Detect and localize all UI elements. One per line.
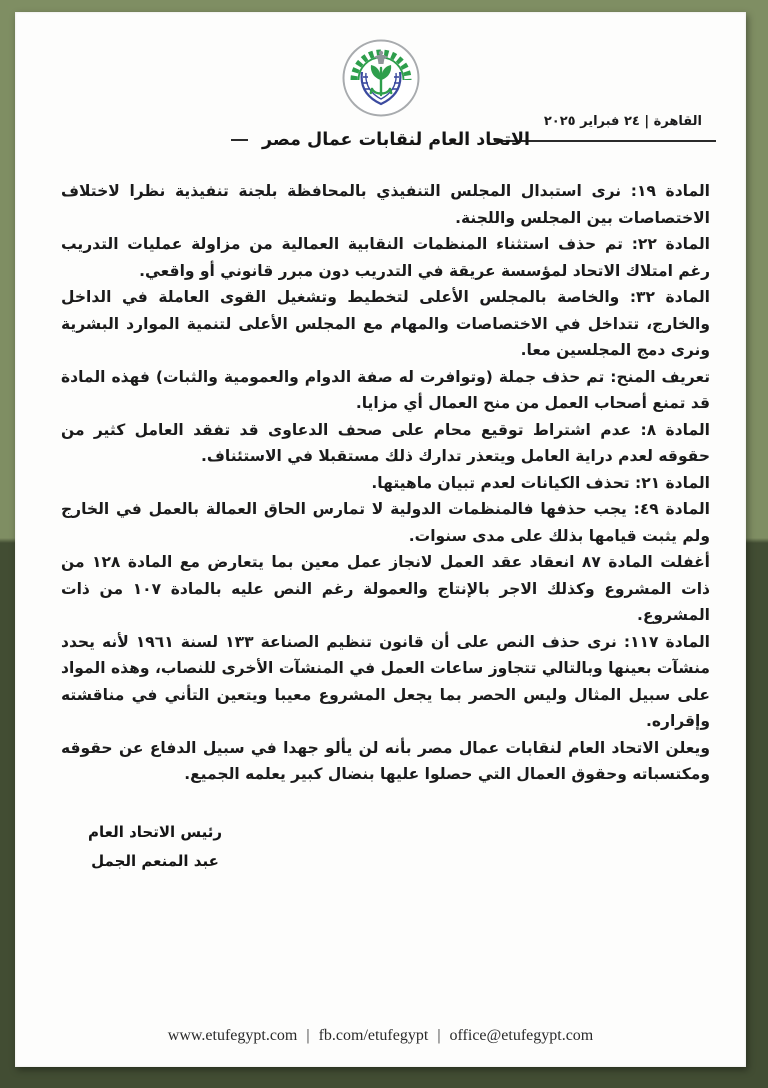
paragraph-article-49 [61,496,710,549]
article-text: أغفلت المادة ٨٧ انعقاد عقد العمل لانجاز عمل معين بما يتعارض مع المادة ١٢٨ من ذات المشروع وكذلك الاجر بالإنتاج والعمولة رغم النص عليه بالمادة ١٠٧ من ذات المشروع. [61,553,710,624]
title-row [15,130,746,150]
article-text: تم حذف جملة (وتوافرت له صفة الدوام والعمومية والثبات) فهذه المادة قد تمنع أصحاب العمل من منح العمال أي مزايا. [61,367,710,412]
article-text: تم حذف استثناء المنظمات النقابية العمالية من مزاولة عمليات التدريب رغم امتلاك الاتحاد لمؤسسة عريقة في التدريب دون مبرر قانوني أو واقعي. [61,235,710,280]
etuf-logo-icon [341,38,421,118]
page-title: الاتحاد العام لنقابات عمال مصر [262,130,530,150]
paragraph-article-117 [61,629,710,735]
article-text: نرى استبدال المجلس التنفيذي بالمحافظة بلجنة تنفيذية نظرا لاختلاف الاختصاصات بين المجلس واللجنة. [61,182,710,227]
paragraph-article-8 [61,417,710,470]
footer-website: www.etufegypt.com [167,1027,298,1044]
article-label: المادة ٣٢: [629,288,710,306]
etuf-emblem-svg [341,38,421,118]
paragraph-article-19 [61,178,710,231]
article-label: المادة ٨: [640,420,710,439]
article-label: المادة ٤٩: [633,500,710,518]
paragraph-closing [61,735,710,788]
article-label: المادة ١١٧: [623,632,711,651]
paragraph-article-22 [61,231,710,284]
title-dash [231,139,248,141]
footer-email: office@etufegypt.com [449,1027,594,1044]
signer-name: عبد المنعم الجمل [91,851,219,870]
article-label: المادة ٢٢: [631,235,710,253]
article-text: والخاصة بالمجلس الأعلى لتخطيط وتشغيل القوى العاملة في الداخل والخارج، تتداخل في الاختصاصات والمهام مع المجلس الأعلى لتنمية الموارد البشرية ونرى دمج المجلسين معا. [61,288,710,359]
article-text: ويعلن الاتحاد العام لنقابات عمال مصر بأنه لن يألو جهدا في سبيل الدفاع عن حقوقه ومكتسباته وحقوق العمال التي حصلوا عليها بنضال كبير يعلمه الجميع. [61,738,710,783]
article-text: عدم اشتراط توقيع محام على صحف الدعاوى قد تفقد العامل كثير من حقوقه لعدم دراية العامل ويتعذر تدارك ذلك مستقبلا في الاستئناف. [61,420,710,465]
footer-separator: | [306,1027,310,1044]
document-page [15,12,746,1067]
footer-separator: | [437,1027,441,1044]
signature-block [75,818,235,876]
paragraph-grants-definition [61,364,710,417]
statement-body [61,178,710,876]
footer-contacts [15,1027,746,1045]
paragraph-article-87 [61,549,710,629]
paragraph-article-21 [61,470,710,497]
article-text: تحذف الكيانات لعدم تبيان ماهيتها. [371,473,630,492]
article-text: يجب حذفها فالمنظمات الدولية لا تمارس الحاق العمالة بالعمل في الخارج ولم يثبت قيامها بذلك على مدى سنوات. [61,500,710,545]
footer-facebook: fb.com/etufegypt [318,1027,429,1044]
article-label: المادة ٢١: [635,473,710,492]
article-label: تعريف المنح: [610,367,711,386]
article-text: نرى حذف النص على أن قانون تنظيم الصناعة ١٣٣ لسنة ١٩٦١ لأنه يحدد منشآت بعينها وبالتالي تتجاوز ساعات العمل في المنشآت الأخرى للنصاب، وهذه المواد على سبيل المثال وليس الحصر بما يجعل المشروع معيبا ويتعين التأني في مناقشته وإقراره. [61,632,710,730]
signer-title: رئيس الاتحاد العام [88,822,222,841]
date-line: القاهرة | ٢٤ فبراير ٢٠٢٥ [543,114,702,129]
article-label: المادة ١٩: [630,182,710,200]
paragraph-article-32 [61,284,710,364]
